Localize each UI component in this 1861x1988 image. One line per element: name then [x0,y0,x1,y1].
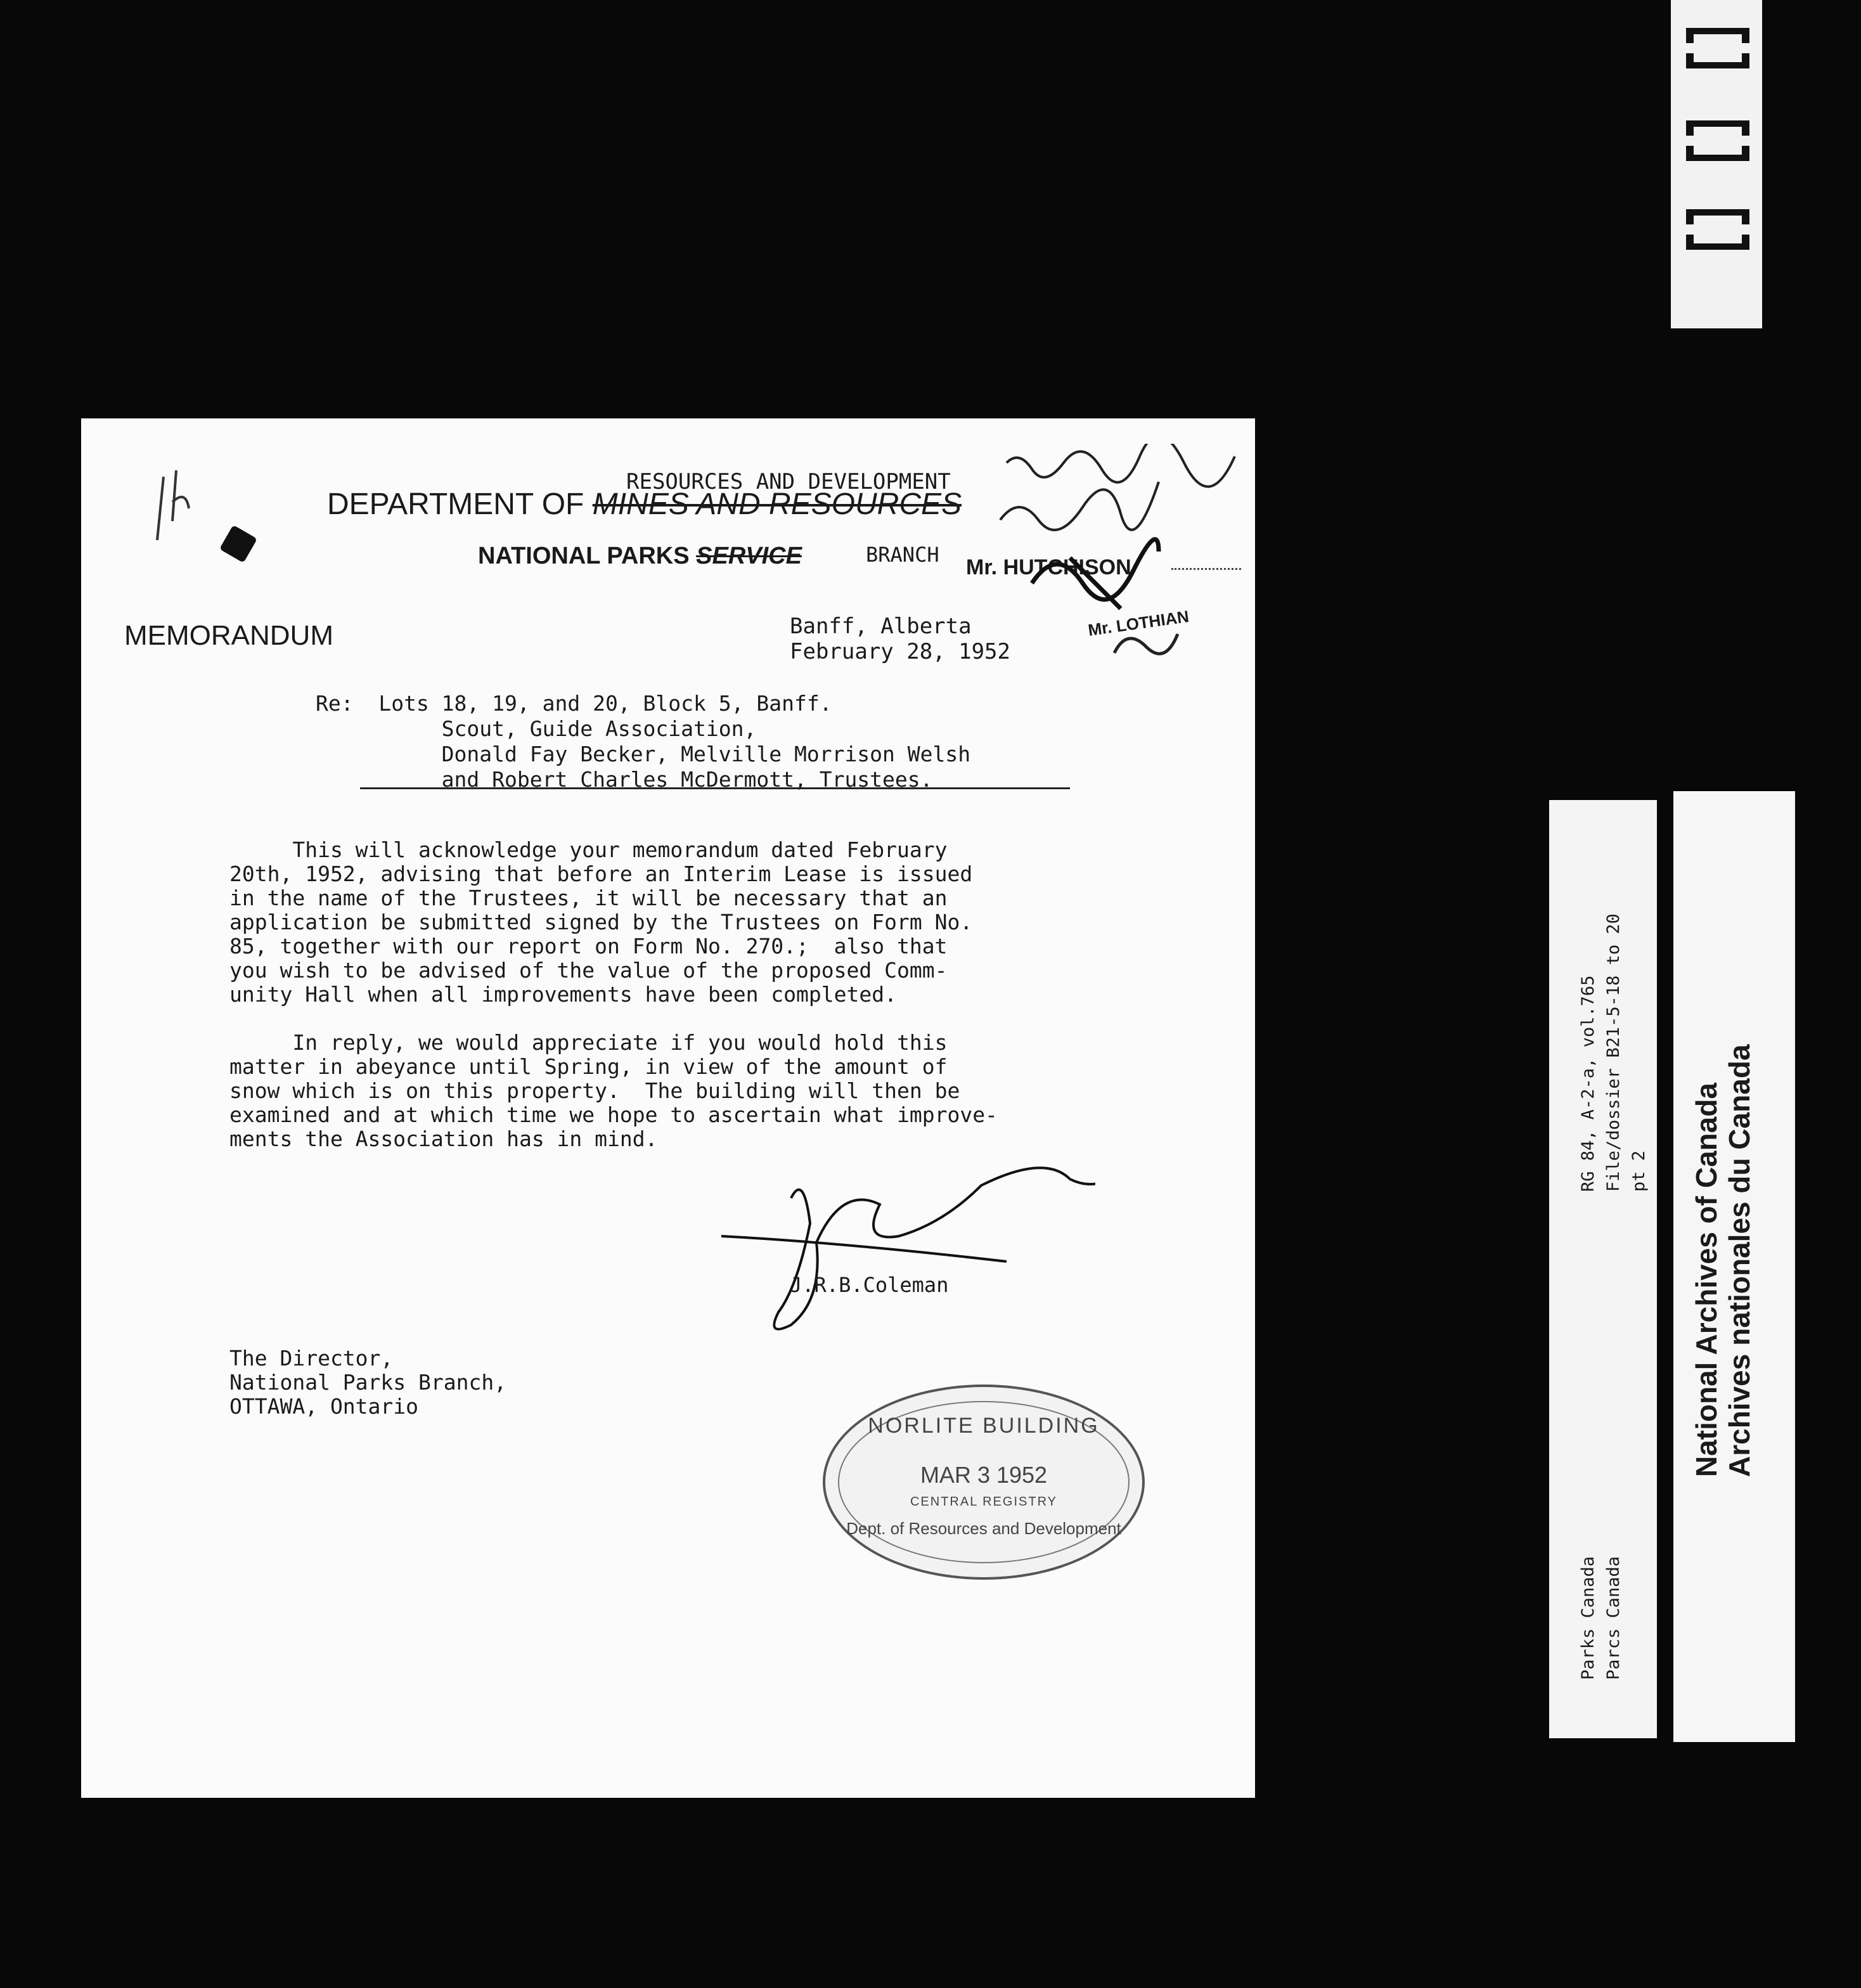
addressee-line: The Director, [229,1346,394,1371]
body-line: examined and at which time we hope to ascertain what improve- [229,1102,998,1127]
service-prefix: NATIONAL PARKS [478,543,697,569]
reference-line: File/dossier B21-5-18 to 20 [1604,913,1623,1192]
body-line: In reply, we would appreciate if you would hold this [229,1030,948,1055]
received-stamp [823,1384,1145,1580]
body-line: in the name of the Trustees, it will be necessary that an [229,886,948,910]
body-line: This will acknowledge your memorandum dated February [229,837,948,862]
body-line: application be submitted signed by the Trustees on Form No. [229,910,973,934]
stamp-registry: CENTRAL REGISTRY [910,1495,1058,1509]
file-ref: Mr. HUTCHISON [966,555,1131,579]
agency-line: Parks Canada [1578,1556,1598,1680]
reference-line: pt 2 [1629,1150,1649,1192]
handwritten-margin-mark [151,464,202,553]
agency-label [1576,1556,1626,1680]
reference-line: RG 84, A-2-a, vol.765 [1578,975,1598,1192]
archives-line: National Archives of Canada [1690,1082,1723,1477]
frame-mark [1686,209,1749,250]
branch-label: BRANCH [866,543,939,567]
subject-line: Scout, Guide Association, [316,716,757,741]
stamp-date: MAR 3 1952 [920,1462,1048,1488]
stamp-bottom-text: Dept. of Resources and Development [846,1519,1121,1538]
routing-stamp: Mr. LOTHIAN [1086,606,1190,640]
signature [715,1147,1095,1350]
archives-label [1690,1044,1756,1477]
frame-mark [1686,120,1749,161]
memo-page [81,418,1255,1798]
stamp-top-text: NORLITE BUILDING [868,1414,1100,1438]
punch-hole-mark [219,525,257,563]
ministry-overlay: RESOURCES AND DEVELOPMENT [626,469,951,494]
body-line: 85, together with our report on Form No. 270.; also that [229,934,948,958]
archives-line: Archives nationales du Canada [1723,1044,1756,1477]
service-struck: SERVICE [696,543,802,569]
handwritten-annotation [994,444,1260,685]
memo-date: February 28, 1952 [790,639,1010,664]
subject-line: Re: Lots 18, 19, and 20, Block 5, Banff. [316,691,832,716]
subject-underline [360,787,1070,789]
addressee-line: OTTAWA, Ontario [229,1394,419,1419]
body-line: 20th, 1952, advising that before an Interim Lease is issued [229,862,973,886]
addressee-block [229,1346,506,1419]
body-paragraph-1 [229,838,998,1151]
department-prefix: DEPARTMENT OF [327,487,593,521]
signatory-name: J.R.B.Coleman [790,1273,949,1297]
body-line: matter in abeyance until Spring, in view of the amount of [229,1054,948,1079]
body-line: unity Hall when all improvements have been completed. [229,982,897,1007]
subject-line: Donald Fay Becker, Melville Morrison Welsh [316,742,971,766]
subject-line: and Robert Charles McDermott, Trustees. [316,767,933,792]
subject-block [316,691,970,792]
memo-heading: MEMORANDUM [124,620,333,651]
department-struck: MINES AND RESOURCES [592,487,962,521]
service-heading [478,543,802,570]
frame-mark [1686,28,1749,68]
body-line: you wish to be advised of the value of the proposed Comm- [229,958,948,983]
body-line: ments the Association has in mind. [229,1126,658,1151]
archive-reference [1576,913,1652,1192]
agency-line: Parcs Canada [1604,1556,1623,1680]
body-line: snow which is on this property. The building will then be [229,1078,960,1103]
department-heading [327,487,962,522]
memo-place: Banff, Alberta [790,614,972,639]
addressee-line: National Parks Branch, [229,1370,507,1395]
